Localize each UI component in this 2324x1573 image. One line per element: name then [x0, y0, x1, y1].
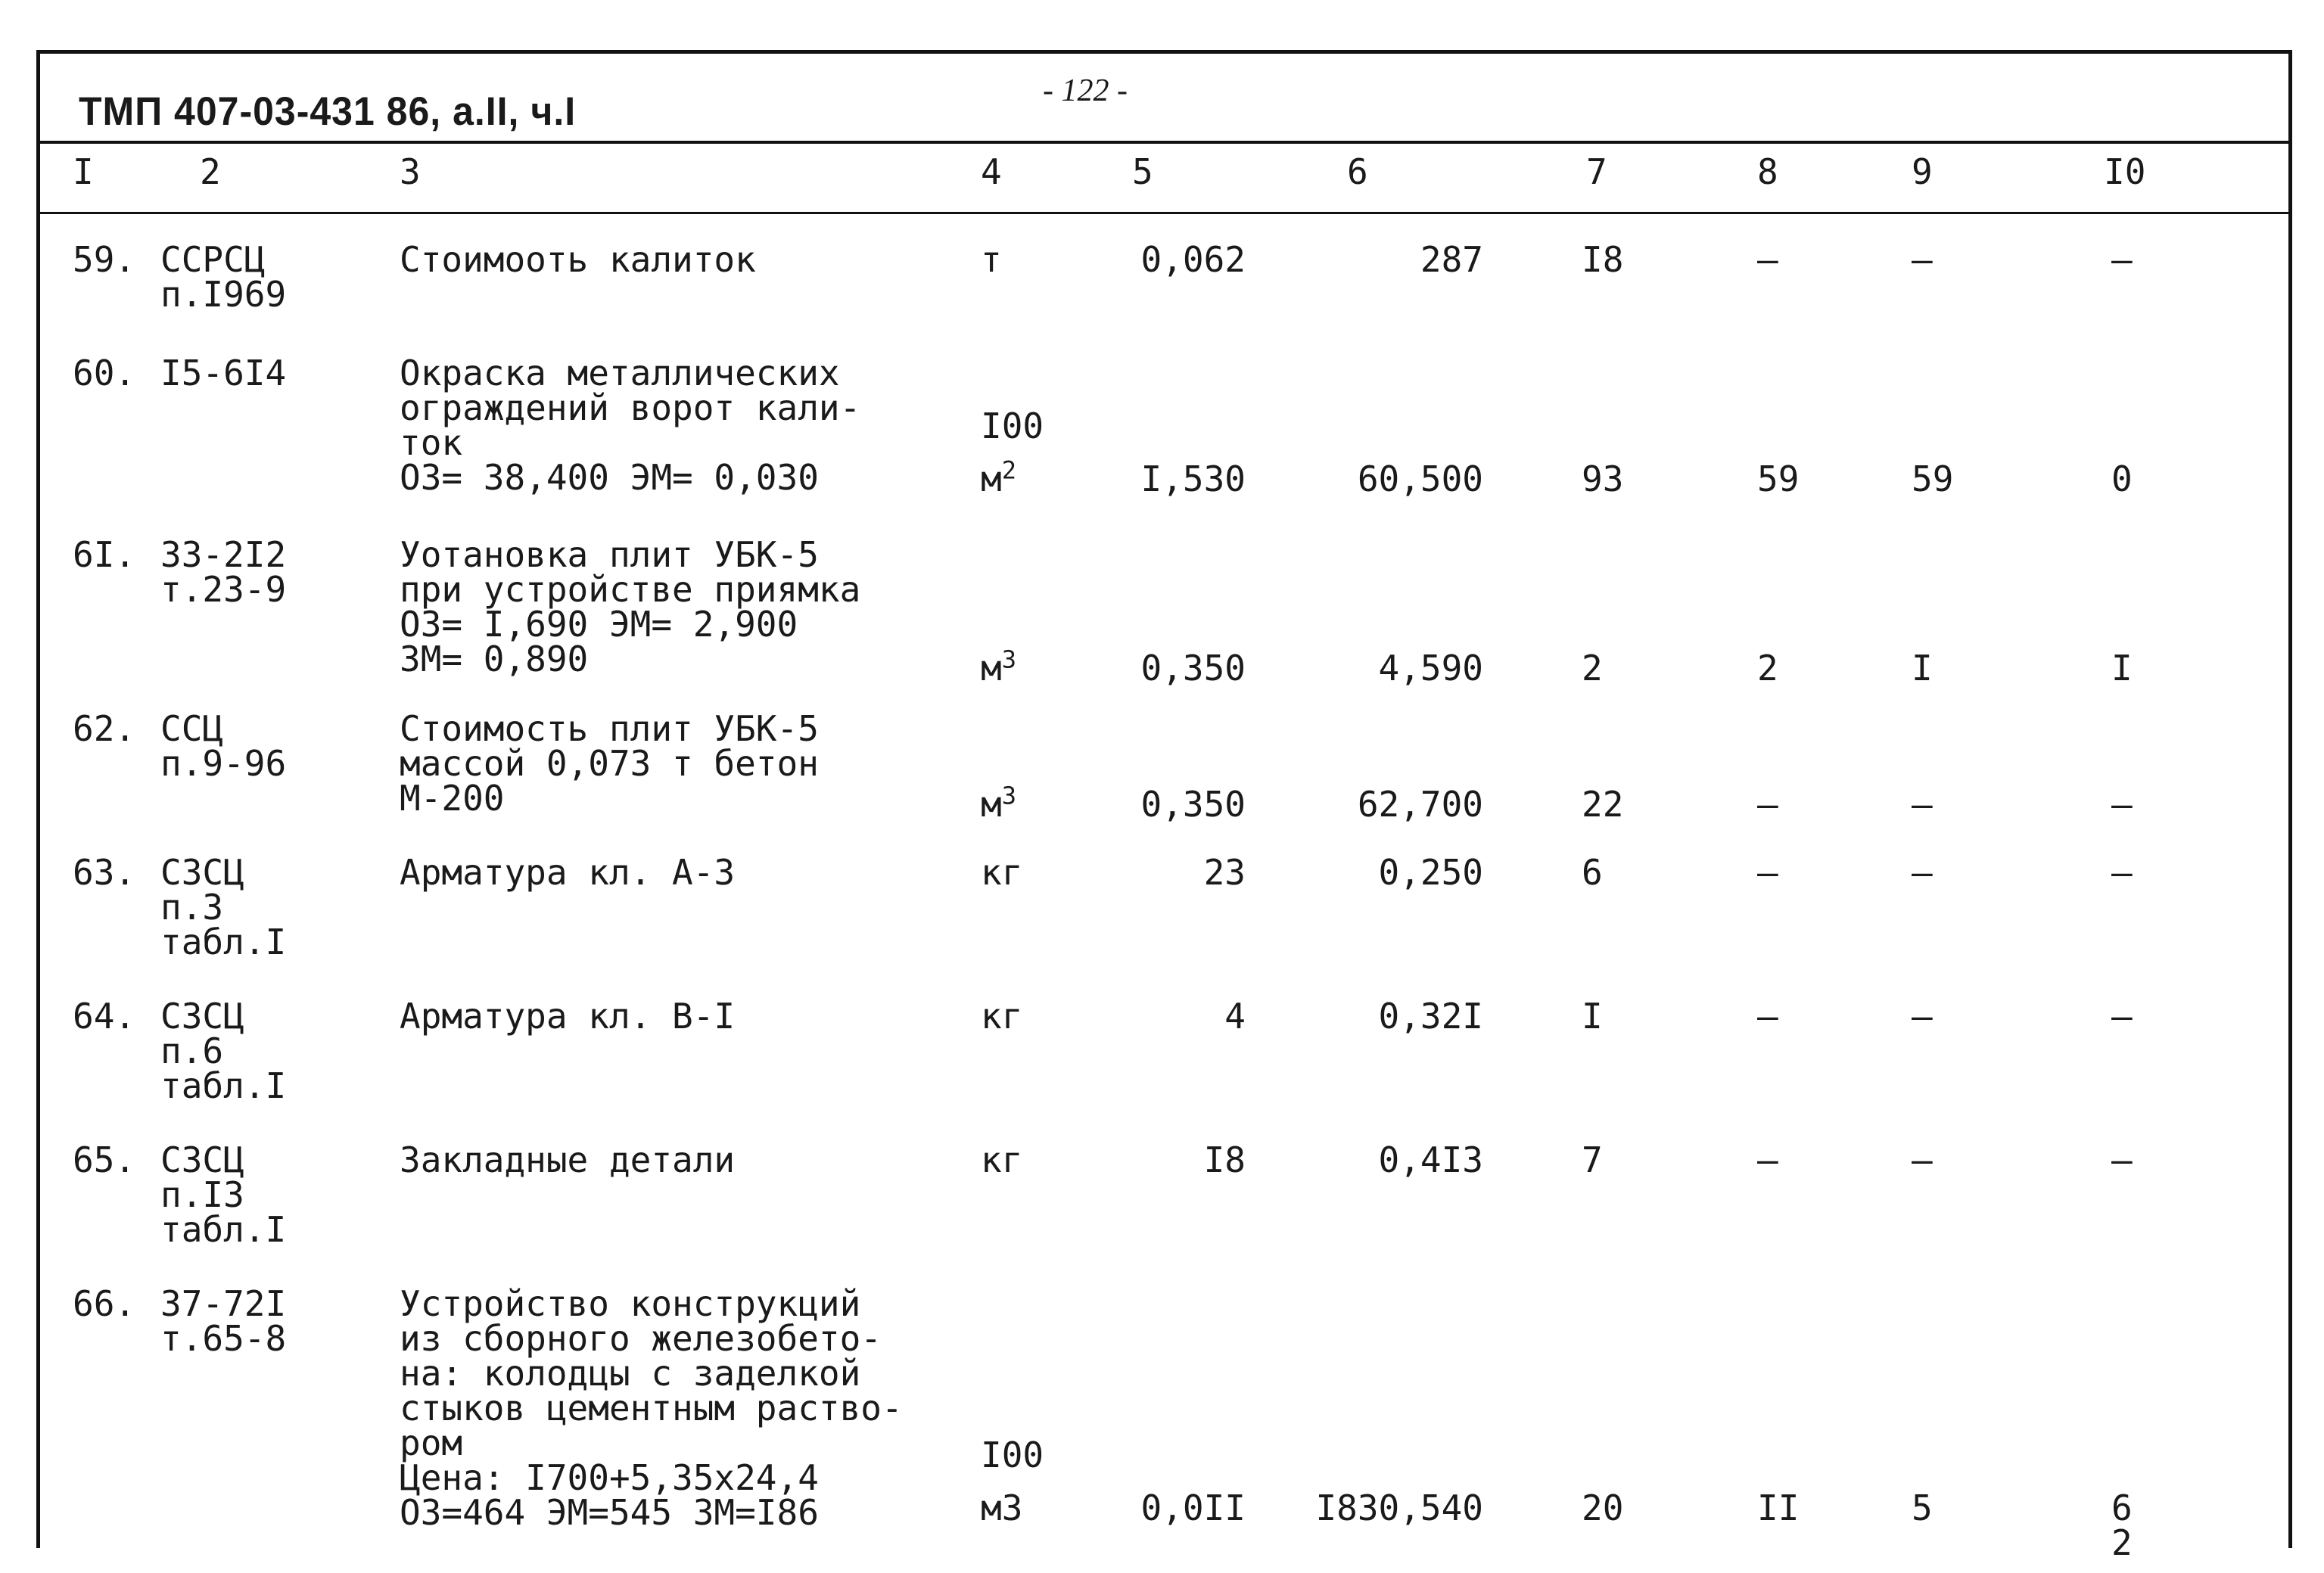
row-unit: м3 [981, 1488, 1023, 1528]
row-number: 66. [73, 1283, 136, 1324]
row-code: I5-6I4 [160, 353, 287, 393]
row-quantity: 0,350 [1140, 648, 1246, 689]
row-col10: – [2111, 784, 2133, 825]
row-col7: 6 [1582, 852, 1603, 893]
row-price: 60,500 [1357, 459, 1483, 499]
row-col8: – [1757, 996, 1778, 1037]
row-price: 62,700 [1357, 784, 1483, 825]
row-col8: II [1757, 1488, 1800, 1528]
row-unit: $м^2$ [981, 455, 1016, 499]
unit-exponent: 3 [1001, 645, 1016, 674]
row-col8: – [1757, 1139, 1778, 1180]
row-col10: – [2111, 852, 2133, 893]
row-description: Арматура кл. В-I [400, 996, 736, 1037]
row-number: 64. [73, 996, 136, 1037]
row-unit: кг [981, 852, 1023, 893]
row-col7: 7 [1582, 1139, 1603, 1180]
row-col7: 93 [1582, 459, 1624, 499]
row-quantity: 23 [1203, 852, 1246, 893]
column-header-7: 7 [1586, 151, 1607, 192]
row-price: I830,540 [1315, 1488, 1483, 1528]
row-code: СЗСЦ п.6 табл.I [160, 996, 287, 1106]
row-col7: 22 [1582, 784, 1624, 825]
row-unit: кг [981, 1139, 1023, 1180]
column-header-2: 2 [200, 151, 221, 192]
unit-exponent: 2 [1001, 455, 1016, 485]
row-quantity: 0,0II [1140, 1488, 1246, 1528]
row-col7: I8 [1582, 239, 1624, 280]
row-number: 63. [73, 852, 136, 893]
row-col10: – [2111, 239, 2133, 280]
row-description: Стоимость плит УБК-5 массой 0,073 т бетон М-200 [400, 708, 819, 819]
column-header-8: 8 [1757, 151, 1778, 192]
row-description: Арматура кл. А-3 [400, 852, 736, 893]
row-quantity: 4 [1224, 996, 1246, 1037]
row-col7: 20 [1582, 1488, 1624, 1528]
row-code: СЗСЦ п.I3 табл.I [160, 1139, 287, 1250]
row-description: Закладные детали [400, 1139, 736, 1180]
row-col7: 2 [1582, 648, 1603, 689]
row-col10: 0 [2111, 459, 2133, 499]
row-quantity: 0,350 [1140, 784, 1246, 825]
row-number: 60. [73, 353, 136, 393]
column-header-rule [36, 212, 2291, 214]
row-col9: – [1912, 852, 1933, 893]
column-header-4: 4 [981, 151, 1002, 192]
row-unit: т [981, 239, 1002, 280]
document-stamp: ТМП 407-03-431 86, а.II, ч.I [79, 89, 577, 134]
row-col8: – [1757, 239, 1778, 280]
row-col9: – [1912, 784, 1933, 825]
column-header-9: 9 [1912, 151, 1933, 192]
column-header-10: I0 [2104, 151, 2146, 192]
row-col8: 2 [1757, 648, 1778, 689]
page-number: - 122 - [1043, 73, 1128, 108]
row-unit-top: I00 [981, 406, 1044, 446]
row-unit-top: I00 [981, 1435, 1044, 1475]
row-quantity: I8 [1203, 1139, 1246, 1180]
row-price: 0,32I [1378, 996, 1483, 1037]
row-description: Стоимооть калиток [400, 239, 756, 280]
row-quantity: I,530 [1140, 459, 1246, 499]
column-header-1: I [73, 151, 94, 192]
row-price: 0,4I3 [1378, 1139, 1483, 1180]
row-unit: $м^3$ [981, 781, 1016, 825]
row-col10: 6 2 [2111, 1488, 2133, 1563]
row-col9: 5 [1912, 1488, 1933, 1528]
row-number: 59. [73, 239, 136, 280]
frame-right-border [2288, 50, 2292, 1548]
row-price: 0,250 [1378, 852, 1483, 893]
row-code: 37-72I т.65-8 [160, 1283, 287, 1359]
row-code: СЗСЦ п.3 табл.I [160, 852, 287, 962]
column-header-3: 3 [400, 151, 421, 192]
row-col8: 59 [1757, 459, 1800, 499]
row-col8: – [1757, 784, 1778, 825]
column-header-6: 6 [1347, 151, 1368, 192]
row-number: 6I. [73, 534, 136, 575]
row-price: 4,590 [1378, 648, 1483, 689]
row-col9: I [1912, 648, 1933, 689]
unit-exponent: 3 [1001, 781, 1016, 810]
row-code: ССЦ п.9-96 [160, 708, 287, 784]
row-number: 65. [73, 1139, 136, 1180]
frame-top-border [36, 50, 2291, 54]
frame-left-border [36, 50, 40, 1548]
column-header-5: 5 [1132, 151, 1153, 192]
row-col8: – [1757, 852, 1778, 893]
row-price: 287 [1420, 239, 1483, 280]
row-col10: – [2111, 1139, 2133, 1180]
row-description: Уотановка плит УБК-5 при устройстве приямка ОЗ= I,690 ЭМ= 2,900 ЗМ= 0,890 [400, 534, 861, 679]
row-col7: I [1582, 996, 1603, 1037]
row-col9: – [1912, 239, 1933, 280]
row-description: Окраска металлических ограждений ворот кали- ток ОЗ= 38,400 ЭМ= 0,030 [400, 353, 861, 498]
row-description: Устройство конструкций из сборного железобето- на: колодцы с заделкой стыков цементным раство- ром Цена: I700+5,35х24,4 ОЗ=464 ЭМ=545 ЗМ=I86 [400, 1283, 903, 1533]
row-col9: – [1912, 1139, 1933, 1180]
header-rule [36, 141, 2291, 144]
row-unit: кг [981, 996, 1023, 1037]
row-quantity: 0,062 [1140, 239, 1246, 280]
row-col9: 59 [1912, 459, 1954, 499]
row-number: 62. [73, 708, 136, 749]
row-col10: – [2111, 996, 2133, 1037]
row-unit: $м^3$ [981, 645, 1016, 689]
row-code: 33-2I2 т.23-9 [160, 534, 287, 610]
row-col10: I [2111, 648, 2133, 689]
row-code: ССРСЦ п.I969 [160, 239, 287, 315]
row-col9: – [1912, 996, 1933, 1037]
